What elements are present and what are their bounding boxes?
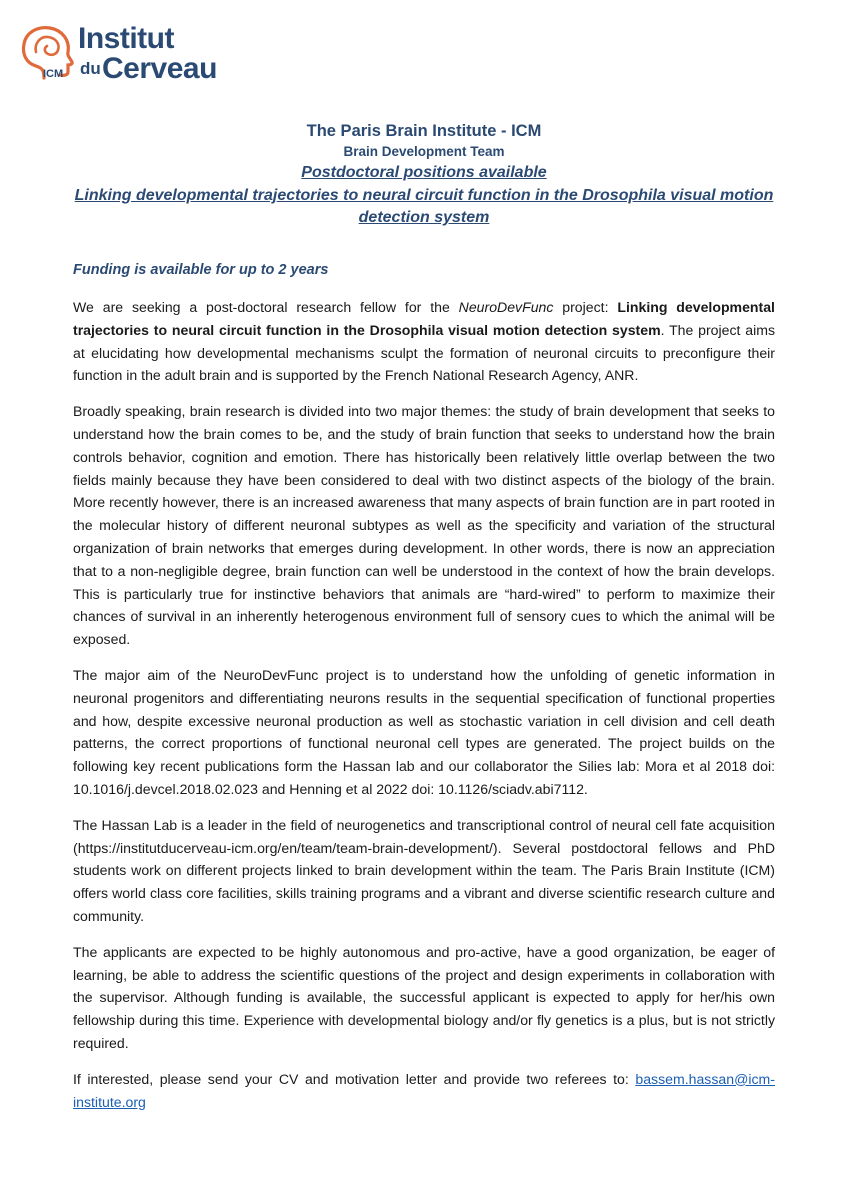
institut-du-cerveau-logo (14, 22, 264, 84)
project-title: Linking developmental trajectories to neural circuit function in the Drosophila visual motion detection system (74, 187, 774, 226)
funding-note: Funding is available for up to 2 years (73, 262, 329, 278)
paragraph-intro (73, 296, 775, 387)
intro-text-a: We are seeking a post-doctoral research fellow for the (73, 299, 459, 315)
intro-text-b: project: (553, 299, 618, 315)
contact-text: If interested, please send your CV and motivation letter and provide two referees to: (73, 1070, 636, 1087)
logo-du-text: du (80, 59, 101, 78)
logo-cerveau-text: Cerveau (102, 52, 217, 85)
intro-text-c: . The project aims at elucidating how developmental mechanisms sculpt the formation of neuronal circuits to preconfigure their function in the adult brain and is supported by the French National Research Agency, ANR. (73, 321, 775, 384)
team-name: Brain Development Team (343, 144, 505, 159)
project-title-bold: Linking developmental trajectories to neural circuit function in the Drosophila visual motion detection system (73, 299, 775, 338)
paragraph-contact (73, 1068, 775, 1114)
positions-heading: Postdoctoral positions available (301, 164, 547, 181)
contact-email-link[interactable]: bassem.hassan@icm-institute.org (73, 1070, 775, 1110)
page-title: The Paris Brain Institute - ICM (306, 122, 542, 140)
project-name: NeuroDevFunc (458, 299, 554, 315)
document-body (73, 296, 775, 1126)
logo-institut-text: Institut (78, 22, 174, 55)
document-header (60, 120, 788, 229)
paragraph-aim: The major aim of the NeuroDevFunc project is to understand how the unfolding of genetic information in neuronal progenitors and differentiating neurons results in the sequential specification of functional properties and how, despite excessive neuronal production as well as stochastic variation in cell division and cell death patterns, the correct proportions of functional neuronal cell types are generated. The project builds on the following key recent publications form the Hassan lab and our collaborator the Silies lab: Mora et al 2018 doi: 10.1016/j.devcel.2018.02.023 and Henning et al 2022 doi: 10.1126/sciadv.abi7112. (73, 666, 775, 797)
paragraph-background: Broadly speaking, brain research is divided into two major themes: the study of brain development that seeks to understand how the brain comes to be, and the study of brain function that seeks to understand how the brain controls behavior, cognition and emotion. There has historically been relatively little overlap between the two fields mainly because they have been considered to deal with two distinct aspects of the biology of the brain. More recently however, there is an increased awareness that many aspects of brain function are in part rooted in the molecular history of different neuronal subtypes as well as the specificity and variation of the structural organization of brain networks that emerges during development. In other words, there is now an appreciation that to a non-negligible degree, brain function can well be understood in the context of how the brain develops. This is particularly true for instinctive behaviors that animals are “hard-wired” to perform to maximize their chances of survival in an inherently heterogenous environment full of sensory cues to which the animal will be exposed. (73, 403, 775, 648)
paragraph-lab: The Hassan Lab is a leader in the field of neurogenetics and transcriptional control of neural cell fate acquisition (https://institutducerveau-icm.org/en/team/team-brain-development/). Several postdoctoral fellows and PhD students work on different projects linked to brain development within the team. The Paris Brain Institute (ICM) offers world class core facilities, skills training programs and a vibrant and diverse scientific research culture and community. (73, 816, 775, 924)
logo-icm-text: ICM (43, 68, 64, 80)
paragraph-applicants: The applicants are expected to be highly autonomous and pro-active, have a good organization, be eager of learning, be able to address the scientific questions of the project and design experiments in collaboration with the supervisor. Although funding is available, the successful applicant is expected to apply for her/his own fellowship during this time. Experience with developmental biology and/or fly genetics is a plus, but is not strictly required. (73, 943, 775, 1051)
